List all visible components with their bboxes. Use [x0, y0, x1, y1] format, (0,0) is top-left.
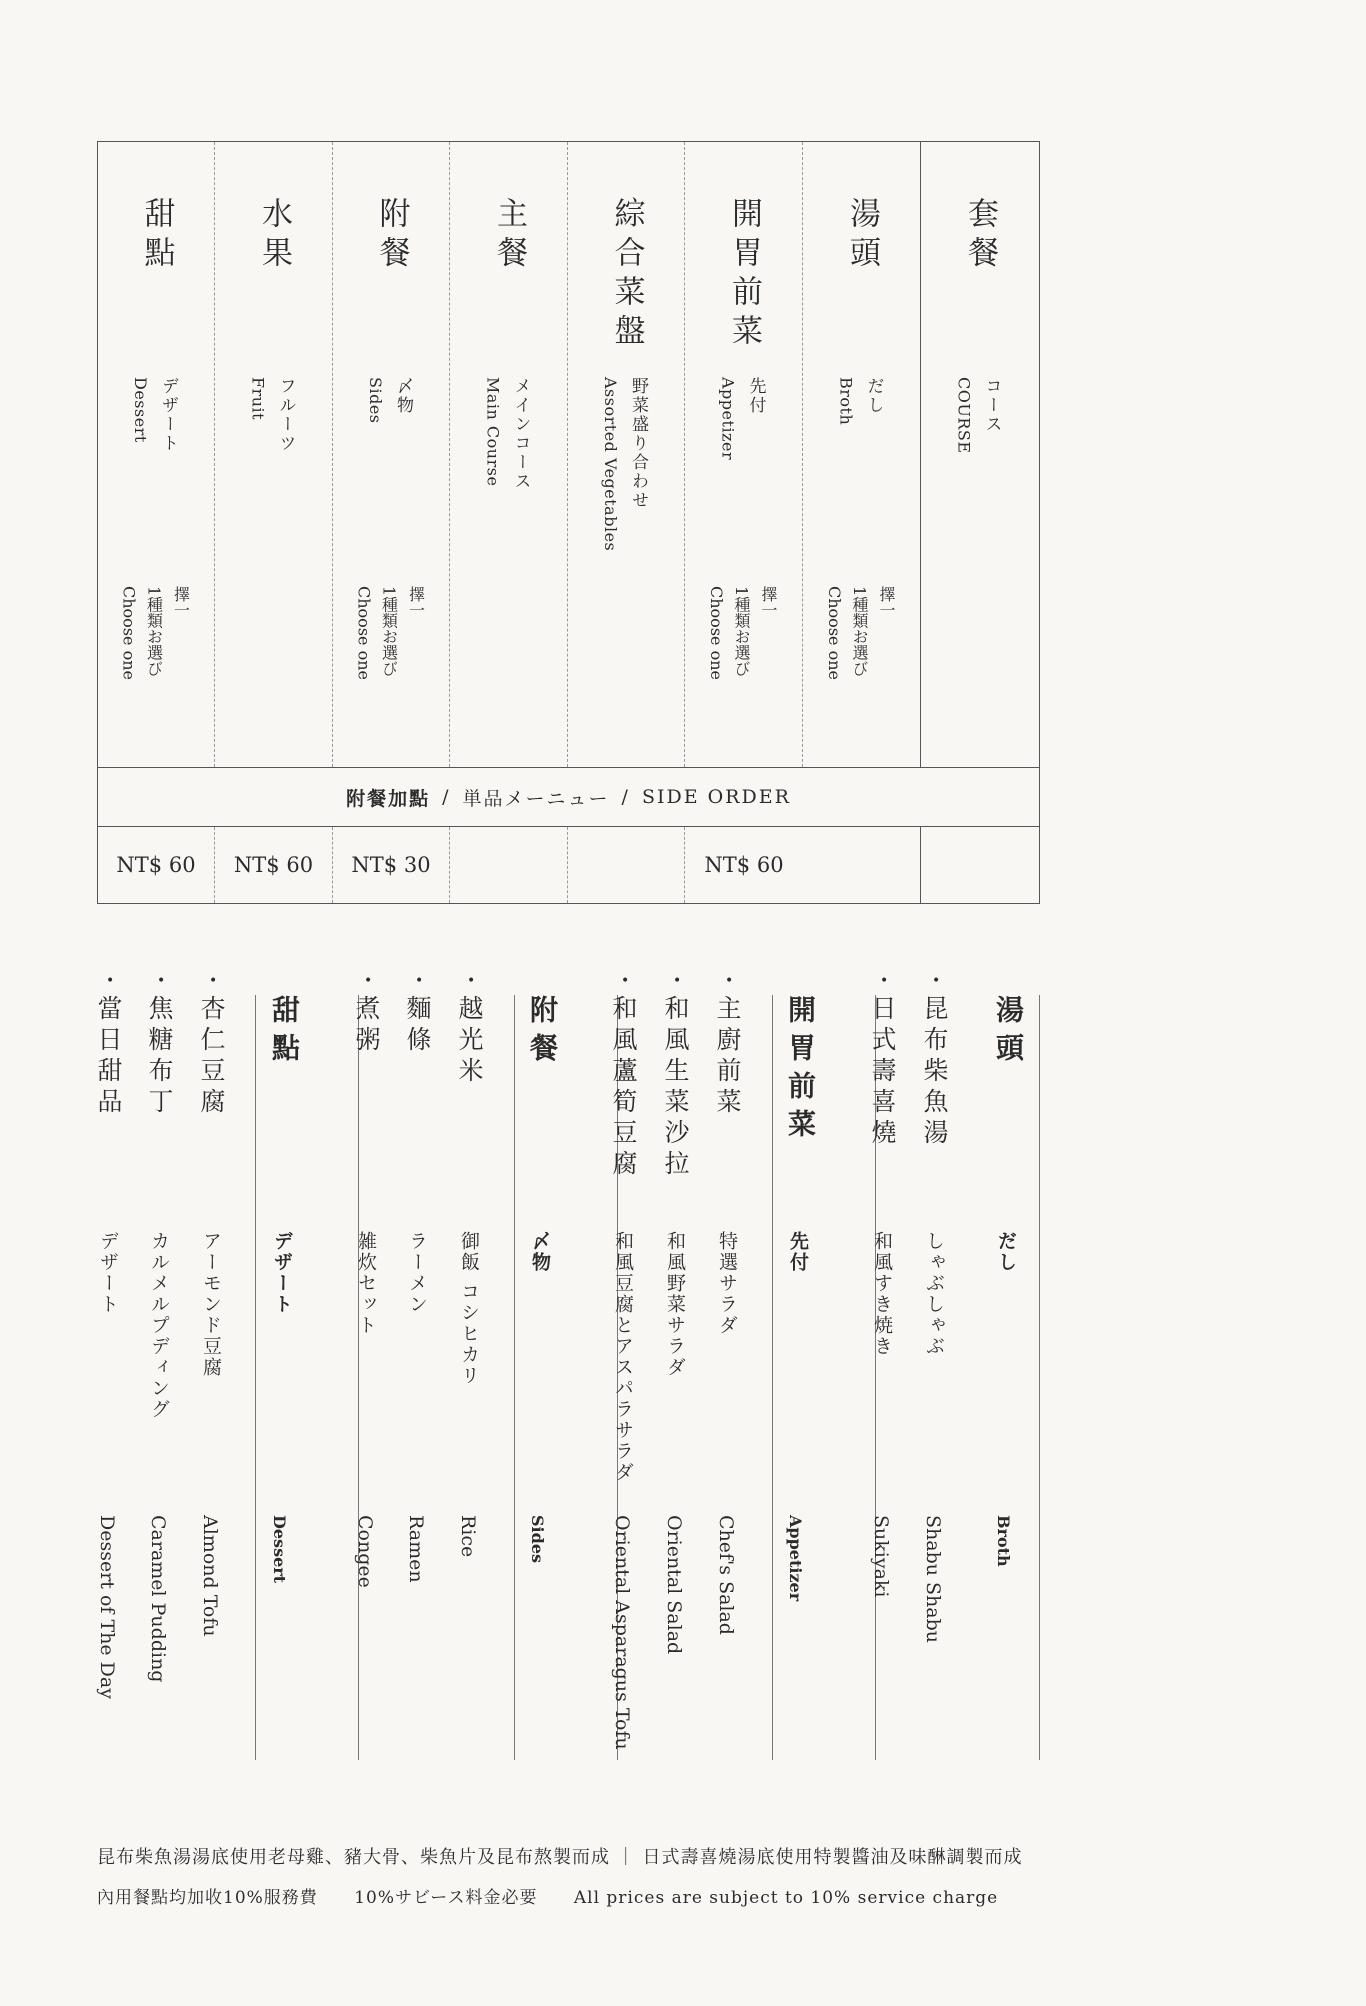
item-en: Chef's Salad — [715, 1515, 737, 1635]
course-col-title: 主餐 — [491, 197, 527, 275]
course-header-jp: コース — [981, 377, 1002, 434]
side-order-en: SIDE ORDER — [641, 786, 791, 808]
choose-en: Choose one — [707, 586, 726, 680]
course-col-broth — [803, 142, 920, 767]
side-order-zh: 附餐加點 — [346, 787, 431, 810]
choose-jp: 1種類お選び — [379, 586, 399, 677]
price-header — [920, 827, 1038, 903]
item-zh: 當日甜品 — [94, 995, 123, 1119]
item-zh: 焦糖布丁 — [145, 995, 174, 1119]
separator: / — [621, 786, 630, 808]
item-zh: 越光米 — [455, 995, 484, 1088]
price-broth — [803, 827, 920, 903]
heading-jp: 先付 — [787, 1231, 809, 1273]
bullet: • — [415, 973, 424, 989]
course-header-title: 套餐 — [962, 197, 998, 275]
item-jp: デザート — [97, 1231, 119, 1315]
item-jp: しゃぶしゃぶ — [923, 1231, 945, 1357]
course-choose — [120, 586, 193, 680]
price-main — [450, 827, 568, 903]
item-en: Ramen — [405, 1515, 427, 1583]
course-col-jp: 野菜盛り合わせ — [628, 377, 648, 510]
course-col-header — [920, 142, 1038, 767]
course-col-en: Broth — [836, 377, 856, 426]
item-jp: 特選サラダ — [716, 1231, 738, 1336]
item-zh: 煮粥 — [352, 995, 381, 1057]
price-dessert: NT$ 60 — [98, 827, 215, 903]
bullet: • — [467, 973, 476, 989]
course-col-en: Dessert — [131, 377, 150, 443]
course-col-sub — [837, 377, 887, 425]
course-col-sub — [601, 377, 651, 551]
heading-jp: デザート — [271, 1231, 293, 1315]
heading-jp: 〆物 — [529, 1231, 551, 1273]
course-col-sub — [484, 377, 534, 491]
broth-note: 昆布柴魚湯湯底使用老母雞、豬大骨、柴魚片及昆布熬製而成 ｜ 日式壽喜燒湯底使用特製醬油及味醂調製而成 — [97, 1847, 1023, 1868]
divider — [255, 995, 256, 1760]
bullet: • — [725, 973, 734, 989]
choose-en: Choose one — [825, 586, 844, 680]
price-vegetables — [568, 827, 685, 903]
item-en: Dessert of The Day — [96, 1515, 118, 1699]
bullet: • — [106, 973, 115, 989]
course-choose — [825, 586, 898, 680]
course-col-title: 附餐 — [373, 197, 410, 275]
item-en: Sukiyaki — [870, 1515, 892, 1598]
item-jp: 和風豆腐とアスパラサラダ — [612, 1231, 634, 1483]
heading-en: Broth — [994, 1515, 1013, 1567]
service-charge-zh: 內用餐點均加收10%服務費 — [97, 1888, 318, 1908]
item-zh: 麵條 — [403, 995, 432, 1057]
course-col-dessert — [98, 142, 215, 767]
bullet: • — [157, 973, 166, 989]
course-header-sub — [955, 377, 1005, 454]
heading-jp: だし — [995, 1231, 1017, 1273]
price-row — [98, 827, 1039, 903]
course-col-title: 甜點 — [138, 197, 175, 275]
service-charge-jp: 10%サビース料金必要 — [354, 1888, 538, 1908]
bullet: • — [621, 973, 630, 989]
course-col-sub — [131, 377, 181, 453]
item-en: Oriental Asparagus Tofu — [611, 1515, 633, 1750]
choose-zh: 擇一 — [877, 586, 896, 618]
item-zh: 杏仁豆腐 — [197, 995, 226, 1119]
item-jp: カルメルプディング — [148, 1231, 170, 1420]
course-col-jp: 先付 — [745, 377, 766, 415]
course-col-sides — [333, 142, 450, 767]
course-col-en: Assorted Vegetables — [601, 377, 620, 552]
alacarte-menu — [92, 973, 1042, 1760]
price-appetizer: NT$ 60 — [704, 853, 784, 877]
course-columns — [98, 142, 1039, 767]
divider — [772, 995, 773, 1760]
course-col-appetizer — [685, 142, 803, 767]
course-col-en: Sides — [366, 377, 385, 424]
course-col-jp: フルーツ — [275, 377, 296, 453]
divider — [358, 995, 359, 1760]
item-en: Congee — [354, 1515, 376, 1588]
item-zh: 主廚前菜 — [713, 995, 742, 1119]
heading-zh: 湯頭 — [992, 995, 1025, 1071]
choose-jp: 1種類お選び — [732, 586, 751, 677]
divider — [514, 995, 515, 1760]
choose-zh: 擇一 — [406, 586, 426, 618]
item-zh: 昆布柴魚湯 — [920, 995, 949, 1150]
course-col-vegetables — [568, 142, 685, 767]
course-col-en: Appetizer — [718, 377, 738, 461]
course-col-sub — [249, 377, 299, 453]
divider — [1039, 995, 1040, 1760]
choose-zh: 擇一 — [759, 586, 778, 618]
course-col-jp: メインコース — [510, 377, 531, 491]
heading-en: Sides — [528, 1515, 547, 1564]
bullet: • — [364, 973, 373, 989]
heading-zh: 附餐 — [526, 995, 559, 1071]
item-jp: 雑炊セット — [355, 1231, 377, 1336]
service-charge-en: All prices are subject to 10% service charge — [573, 1888, 999, 1908]
separator: / — [442, 786, 451, 808]
choose-jp: 1種類お選び — [144, 586, 164, 677]
choose-zh: 擇一 — [171, 586, 191, 618]
price-sides: NT$ 30 — [333, 827, 450, 903]
course-choose — [355, 586, 428, 680]
footer-notes — [97, 1843, 1097, 1908]
course-col-fruit — [215, 142, 333, 767]
heading-zh: 開胃前菜 — [784, 995, 817, 1147]
course-col-title: 開胃前菜 — [726, 197, 762, 353]
course-choose — [707, 586, 780, 680]
item-en: Almond Tofu — [199, 1515, 221, 1637]
bullet: • — [932, 973, 941, 989]
course-header-en: COURSE — [954, 377, 974, 454]
heading-en: Dessert — [270, 1515, 289, 1584]
course-col-sub — [719, 377, 769, 460]
bullet: • — [673, 973, 682, 989]
choose-jp: 1種類お選び — [850, 586, 869, 677]
price-fruit: NT$ 60 — [215, 827, 333, 903]
item-en: Oriental Salad — [663, 1515, 685, 1655]
course-col-title: 水果 — [256, 197, 292, 275]
item-jp: 和風すき焼き — [871, 1231, 893, 1357]
choose-en: Choose one — [119, 586, 139, 680]
course-col-title: 湯頭 — [844, 197, 880, 275]
item-jp: 和風野菜サラダ — [664, 1231, 686, 1378]
service-charge-note — [97, 1883, 1097, 1908]
item-jp: 御飯 コシヒカリ — [458, 1231, 480, 1387]
bullet: • — [209, 973, 218, 989]
choose-en: Choose one — [354, 586, 374, 680]
bullet: • — [880, 973, 889, 989]
heading-en: Appetizer — [786, 1515, 805, 1602]
course-col-sub — [366, 377, 416, 424]
course-col-jp: デザート — [158, 377, 178, 453]
side-order-jp: 単品メーニュー — [462, 787, 610, 810]
item-jp: ラーメン — [406, 1231, 428, 1315]
item-zh: 日式壽喜燒 — [868, 995, 897, 1150]
side-order-bar — [98, 767, 1039, 827]
item-zh: 和風生菜沙拉 — [661, 995, 690, 1181]
item-en: Caramel Pudding — [147, 1515, 169, 1683]
course-col-title: 綜合菜盤 — [608, 197, 645, 353]
course-col-jp: だし — [863, 377, 884, 415]
course-table — [97, 141, 1040, 904]
course-col-main — [450, 142, 568, 767]
item-en: Rice — [457, 1515, 479, 1558]
course-col-en: Fruit — [248, 377, 268, 421]
course-col-en: Main Course — [483, 377, 503, 487]
item-jp: アーモンド豆腐 — [200, 1231, 222, 1378]
item-en: Shabu Shabu — [922, 1515, 944, 1643]
item-zh: 和風蘆筍豆腐 — [609, 995, 638, 1181]
heading-zh: 甜點 — [268, 995, 301, 1071]
course-col-jp: 〆物 — [393, 377, 413, 415]
